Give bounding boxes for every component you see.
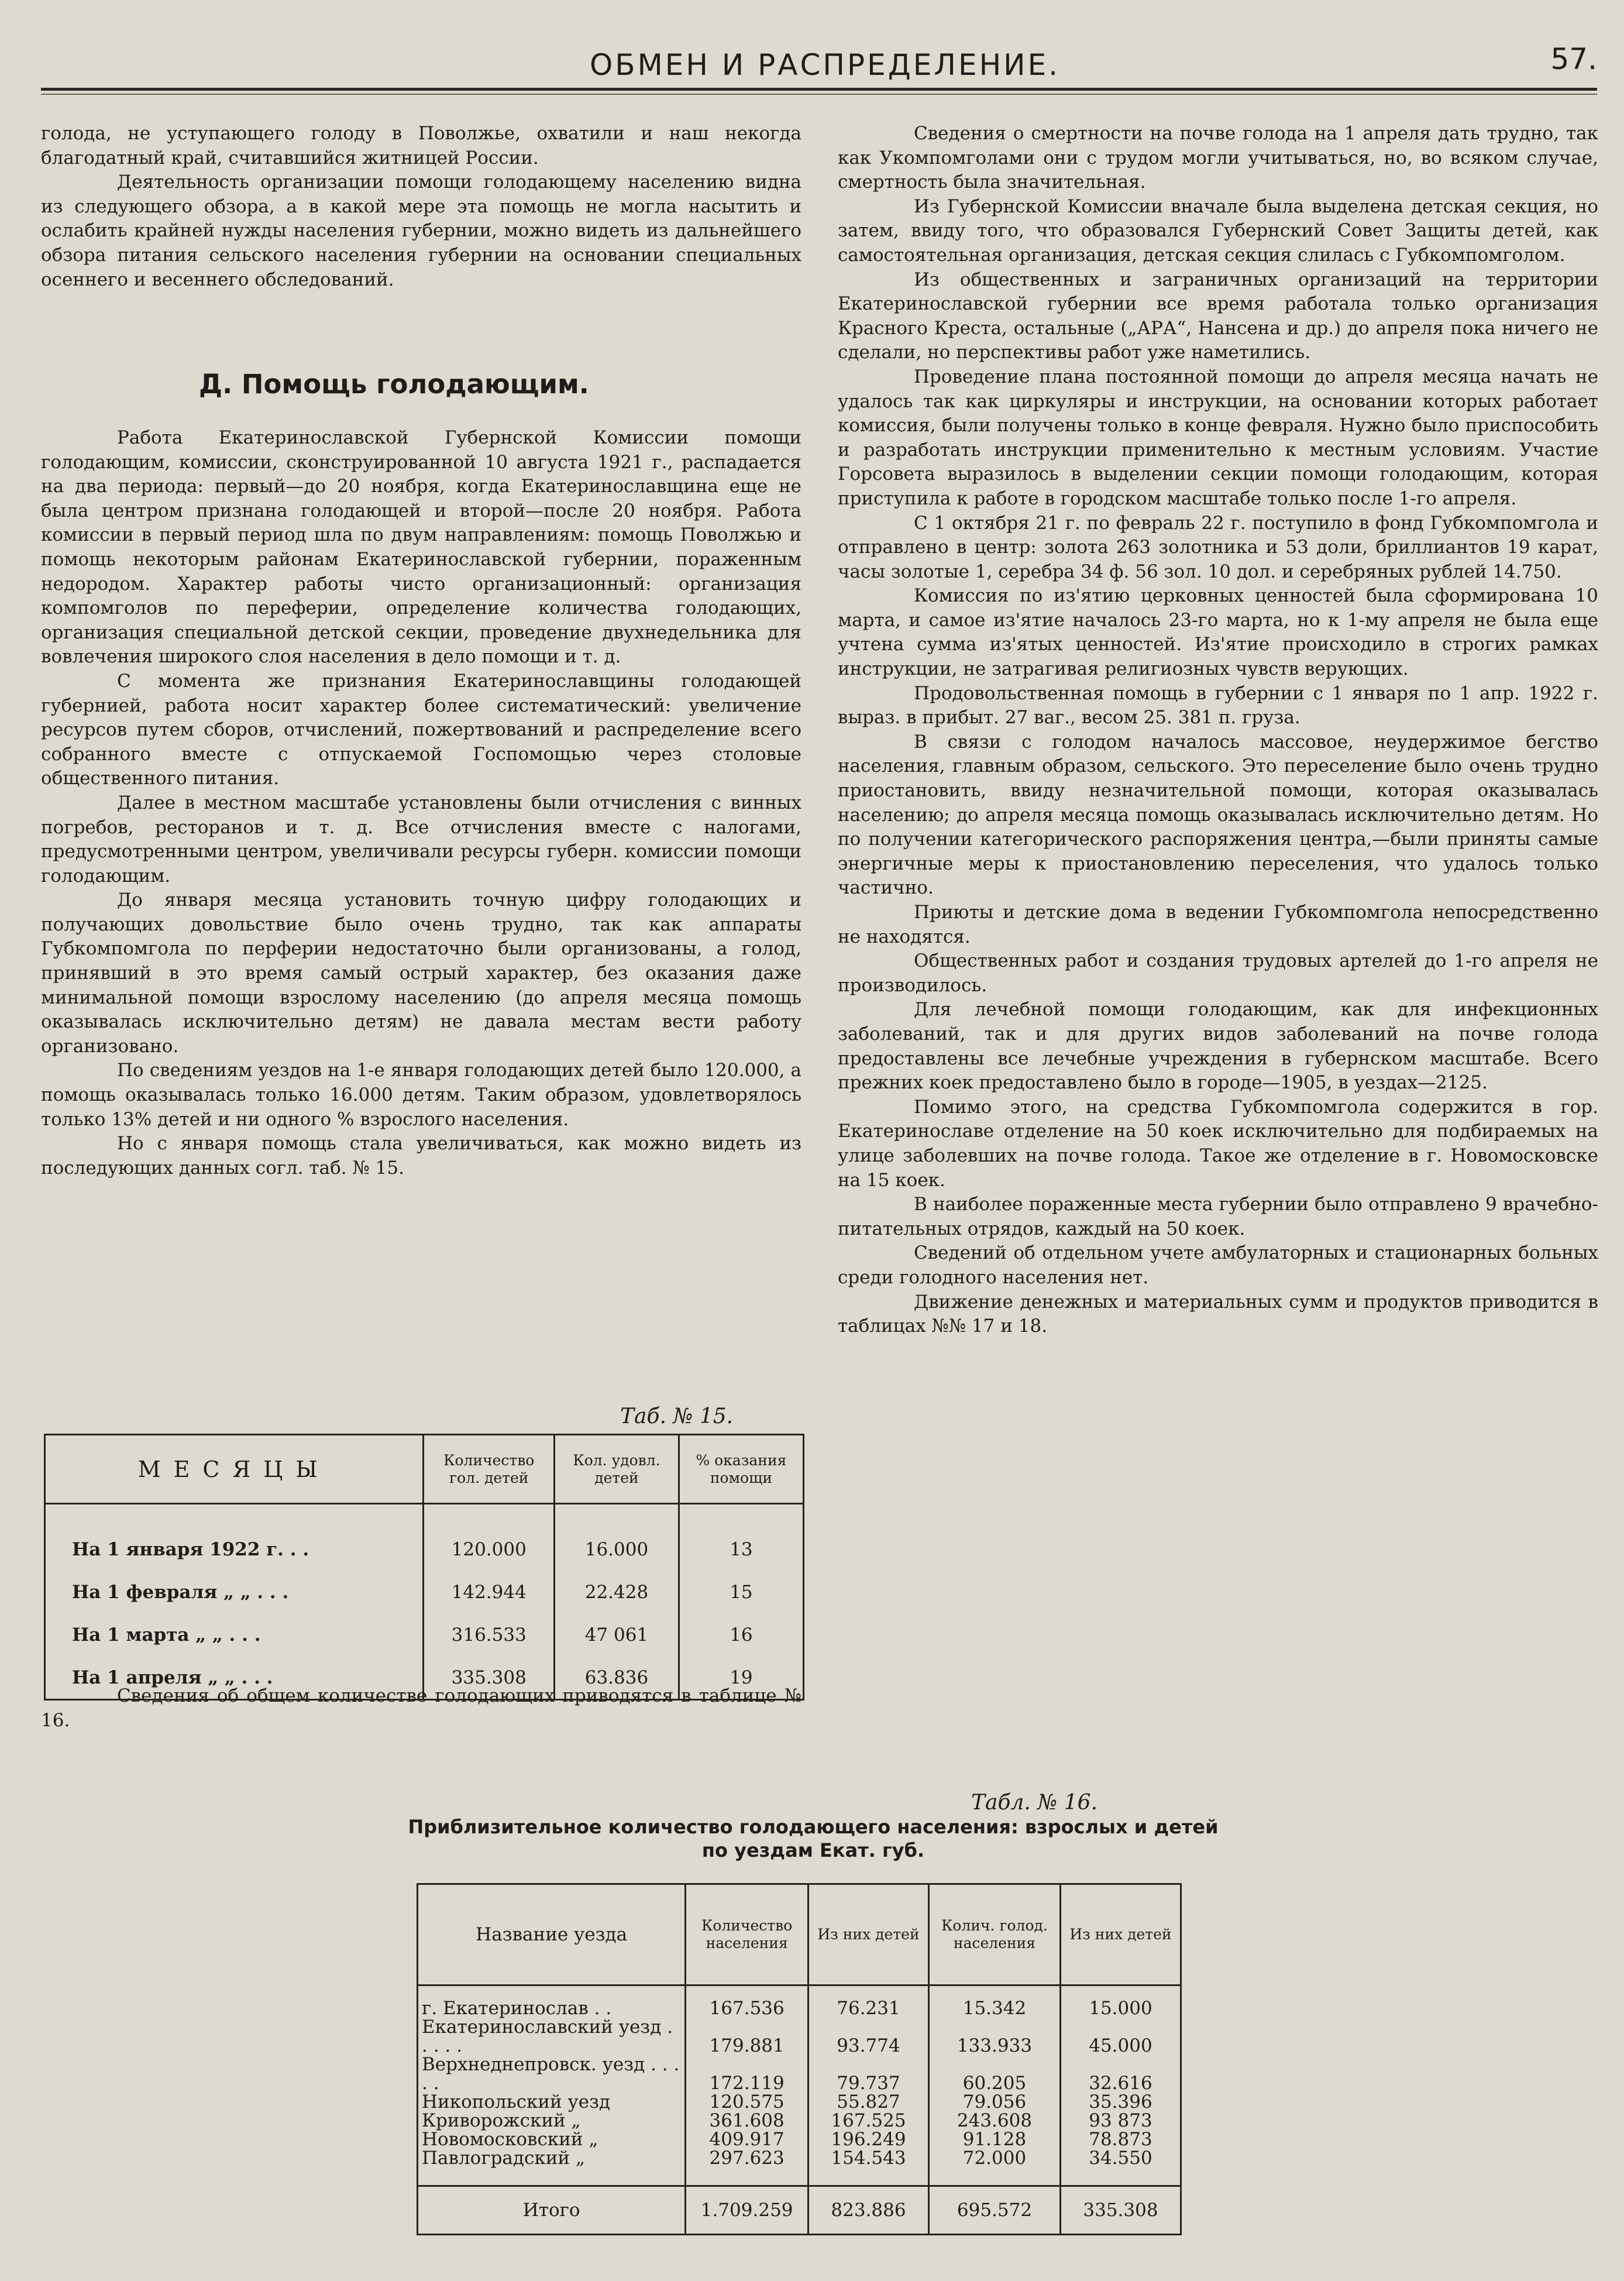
column-header: Количество населения	[686, 1884, 808, 1985]
paragraph: Для лечебной помощи голодающим, как для инфекционных заболеваний, так и для других видов заболеваний на почве голода предоставлены все лечебные учреждения в губернском масштабе. Всего прежних коек предоставлено было в городе—1905, в уездах—2125.	[838, 999, 1598, 1094]
table15-label: Таб. № 15.	[620, 1404, 734, 1428]
table-cell: На 1 апреля „ „ . . .	[45, 1656, 424, 1700]
table16-title: Приблизительное количество голодающего населения: взрослых и детей по уездам Екат. губ.	[408, 1816, 1219, 1861]
table-row	[418, 2018, 1181, 2055]
table-cell: 63.836	[555, 1656, 679, 1700]
page-number: 57.	[1550, 42, 1597, 76]
column-header: Количество гол. детей	[424, 1435, 555, 1504]
header-rule	[41, 88, 1597, 91]
table-cell: 13	[679, 1504, 803, 1571]
paragraph: Сведения о смертности на почве голода на 1 апреля дать трудно, так как Укомпомголами они с трудом могли учитываться, но, во всяком случае, смертность была значительная.	[838, 123, 1598, 193]
table-cell: 142.944	[424, 1571, 555, 1613]
table-cell: 79.056	[928, 2093, 1060, 2111]
table-cell: 133.933	[928, 2018, 1060, 2055]
paragraph: Из общественных и заграничных организаций на территории Екатеринославской губернии все время работала только организация Красного Креста, остальные („АРА“, Нансена и др.) до апреля пока ничего не сделали, но перспективы работ уже наметились.	[838, 269, 1598, 363]
table-cell: 335.308	[1060, 2186, 1181, 2235]
paragraph: С момента же признания Екатеринославщины голодающей губернией, работа носит характер более систематический: увеличение ресурсов путем сборов, отчислений, пожертвований и распределение всего собранного вместе с отпускаемой Госпомощью через столовые общественного питания.	[41, 670, 801, 789]
table-cell: Екатеринославский уезд . . . . .	[418, 2018, 686, 2055]
table-cell: На 1 января 1922 г. . .	[45, 1504, 424, 1571]
table-row	[418, 2093, 1181, 2111]
table-cell: 409.917	[686, 2130, 808, 2149]
table-cell: 15	[679, 1571, 803, 1613]
left-column-body	[41, 426, 801, 1180]
paragraph: Комиссия по из'ятию церковных ценностей была сформирована 10 марта, и самое из'ятие началось 23-го марта, но к 1-му апреля не была еще учтена сумма из'ятых ценностей. Из'ятие происходило в строгих рамках инструкции, не затрагивая религиозных чувств верующих.	[838, 585, 1598, 680]
column-header: Кол. удовл. детей	[555, 1435, 679, 1504]
header-rule-thin	[41, 94, 1597, 95]
paragraph: Из Губернской Комиссии вначале была выделена детская секция, но затем, ввиду того, что образовался Губернский Совет Защиты детей, как самостоятельная организация, детская секция слилась с Губкомпомголом.	[838, 195, 1598, 266]
table-cell: 120.575	[686, 2093, 808, 2111]
table-cell: 35.396	[1060, 2093, 1181, 2111]
table-cell: 695.572	[928, 2186, 1060, 2235]
table-row	[418, 2111, 1181, 2130]
paragraph: В связи с голодом началось массовое, неудержимое бегство населения, главным образом, сельского. Это переселение было очень трудно приостановить, ввиду незначительной помощи, которая оказывалась населению; до апреля месяца помощь оказывалась исключительно детям. Но по получении категорического распоряжения центра,—были приняты самые энергичные меры к приостановлению переселения, что удалось только частично.	[838, 731, 1598, 899]
table-cell: 361.608	[686, 2111, 808, 2130]
table-cell: 167.525	[808, 2111, 929, 2130]
column-header: Колич. голод. населения	[928, 1884, 1060, 1985]
table-cell: 167.536	[686, 1985, 808, 2018]
paragraph: Продовольственная помощь в губернии с 1 января по 1 апр. 1922 г. выраз. в прибыт. 27 ваг., весом 25. 381 п. груза.	[838, 682, 1598, 729]
left-column-bottom	[41, 1684, 801, 1733]
paragraph: В наиболее пораженные места губернии было отправлено 9 врачебно-питательных отрядов, каждый на 50 коек.	[838, 1194, 1598, 1239]
running-header-title: ОБМЕН И РАСПРЕДЕЛЕНИЕ.	[589, 48, 1061, 82]
table-cell: 55.827	[808, 2093, 929, 2111]
table-cell: На 1 марта „ „ . . .	[45, 1613, 424, 1656]
table-row	[45, 1571, 804, 1613]
table-cell: 22.428	[555, 1571, 679, 1613]
paragraph: Работа Екатеринославской Губернской Комиссии помощи голодающим, комиссии, сконструированной 10 августа 1921 г., распадается на два периода: первый—до 20 ноября, когда Екатеринославщина еще не была центром признана голодающей и второй—после 20 ноября. Работа комиссии в первый период шла по двум направлениям: помощь Поволжью и помощь некоторым районам Екатеринославской губернии, пораженным недородом. Характер работы чисто организационный: организация компомголов по переферии, определение количества голодающих, организация специальной детской секции, проведение двухнедельника для вовлечения широкого слоя населения в дело помощи и т. д.	[41, 427, 801, 668]
table-cell: Итого	[418, 2186, 686, 2235]
column-header: % оказания помощи	[679, 1435, 803, 1504]
table-row	[45, 1504, 804, 1571]
paragraph: Но с января помощь стала увеличиваться, как можно видеть из последующих данных согл. таб. № 15.	[41, 1133, 801, 1179]
left-column-top	[41, 122, 801, 292]
table-cell: 316.533	[424, 1613, 555, 1656]
column-header: Название уезда	[418, 1884, 686, 1985]
paragraph: Помимо этого, на средства Губкомпомгола содержится в гор. Екатеринославе отделение на 50 коек исключительно для подбираемых на улице заболевших на почве голода. Такое же отделение в г. Новомосковске на 15 коек.	[838, 1096, 1598, 1191]
table-cell: 45.000	[1060, 2018, 1181, 2055]
paragraph: Далее в местном масштабе установлены были отчисления с винных погребов, ресторанов и т. д. Все отчисления вместе с налогами, предусмотренными центром, увеличивали ресурсы губерн. комиссии помощи голодающим.	[41, 792, 801, 887]
table-cell: 78.873	[1060, 2130, 1181, 2149]
table-cell: 823.886	[808, 2186, 929, 2235]
paragraph: голода, не уступающего голоду в Поволжье, охватили и наш некогда благодатный край, считавшийся житницей России.	[41, 123, 801, 169]
table-cell: Павлоградский „	[418, 2149, 686, 2186]
table-cell: 79.737	[808, 2055, 929, 2093]
table-cell: 179.881	[686, 2018, 808, 2055]
paragraph: Деятельность организации помощи голодающему населению видна из следующего обзора, а в какой мере эта помощь не могла насытить и ослабить крайней нужды населения губернии, можно видеть из дальнейшего обзора питания сельского населения губернии на основании специальных осеннего и весеннего обследований.	[41, 171, 801, 290]
table-cell: Верхнеднепровск. уезд . . . . .	[418, 2055, 686, 2093]
paragraph: Движение денежных и материальных сумм и продуктов приводится в таблицах №№ 17 и 18.	[838, 1291, 1598, 1337]
paragraph: До января месяца установить точную цифру голодающих и получающих довольствие было очень трудно, так как аппараты Губкомпомгола по перферии недостаточно были организованы, а голод, принявший в это время самый острый характер, без оказания даже минимальной помощи взрослому населению (до апреля месяца помощь оказывалась исключительно детям) не давала местам вести работу организовано.	[41, 889, 801, 1057]
table-cell: 16.000	[555, 1504, 679, 1571]
table-cell: 93 873	[1060, 2111, 1181, 2130]
table16-label: Табл. № 16.	[971, 1791, 1098, 1815]
paragraph: Общественных работ и создания трудовых артелей до 1-го апреля не производилось.	[838, 950, 1598, 996]
column-header: Из них детей	[808, 1884, 929, 1985]
table-cell: 47 061	[555, 1613, 679, 1656]
table-cell: 297.623	[686, 2149, 808, 2186]
table-row	[418, 1985, 1181, 2018]
table-cell: Криворожский „	[418, 2111, 686, 2130]
table-cell: На 1 февраля „ „ . . .	[45, 1571, 424, 1613]
table-row	[418, 2149, 1181, 2186]
paragraph: Приюты и детские дома в ведении Губкомпомгола непосредственно не находятся.	[838, 902, 1598, 947]
table-cell: 243.608	[928, 2111, 1060, 2130]
table-cell: 32.616	[1060, 2055, 1181, 2093]
table-cell: Новомосковский „	[418, 2130, 686, 2149]
table-15	[44, 1434, 804, 1701]
table-row	[418, 2130, 1181, 2149]
table-cell: 172.119	[686, 2055, 808, 2093]
table-row	[418, 2055, 1181, 2093]
table-cell: 34.550	[1060, 2149, 1181, 2186]
paragraph: Сведения об общем количестве голодающих приводятся в таблице № 16.	[41, 1685, 801, 1731]
paragraph: С 1 октября 21 г. по февраль 22 г. поступило в фонд Губкомпомгола и отправлено в центр: золота 263 золотника и 53 доли, бриллиантов 19 карат, часы золотые 1, серебра 34 ф. 56 зол. 10 дол. и серебряных рублей 14.750.	[838, 512, 1598, 582]
table-cell: 1.709.259	[686, 2186, 808, 2235]
table-cell: 154.543	[808, 2149, 929, 2186]
table-cell: 15.342	[928, 1985, 1060, 2018]
table-total-row	[418, 2186, 1181, 2235]
paragraph: Проведение плана постоянной помощи до апреля месяца начать не удалось так как циркуляры и инструкции, на основании которых работает комиссия, были получены только в конце февраля. Нужно было приспособить и разработать инструкции применительно к местным условиям. Участие Горсовета выразилось в выделении секции помощи голодающим, которая приступила к работе в городском масштабе только после 1-го апреля.	[838, 366, 1598, 509]
table-cell: 91.128	[928, 2130, 1060, 2149]
table-cell: 16	[679, 1613, 803, 1656]
right-column	[838, 122, 1598, 1339]
table-cell: Никопольский уезд	[418, 2093, 686, 2111]
paragraph: По сведениям уездов на 1-е января голодающих детей было 120.000, а помощь оказывалась только 16.000 детям. Таким образом, удовлетворялось только 13% детей и ни одного % взрослого населения.	[41, 1060, 801, 1130]
table-cell: 120.000	[424, 1504, 555, 1571]
section-heading: Д. Помощь голодающим.	[199, 369, 589, 400]
paragraph: Сведений об отдельном учете амбулаторных и стационарных больных среди голодного населения нет.	[838, 1242, 1598, 1288]
table-row	[45, 1613, 804, 1656]
table-cell: 19	[679, 1656, 803, 1700]
table-cell: 335.308	[424, 1656, 555, 1700]
table-cell: 196.249	[808, 2130, 929, 2149]
table-16	[417, 1883, 1182, 2235]
table-cell: 15.000	[1060, 1985, 1181, 2018]
table-cell: 76.231	[808, 1985, 929, 2018]
table-cell: 93.774	[808, 2018, 929, 2055]
table-cell: г. Екатеринослав . .	[418, 1985, 686, 2018]
table-cell: 72.000	[928, 2149, 1060, 2186]
column-header: Из них детей	[1060, 1884, 1181, 1985]
table-cell: 60.205	[928, 2055, 1060, 2093]
column-header: МЕСЯЦЫ	[45, 1435, 424, 1504]
